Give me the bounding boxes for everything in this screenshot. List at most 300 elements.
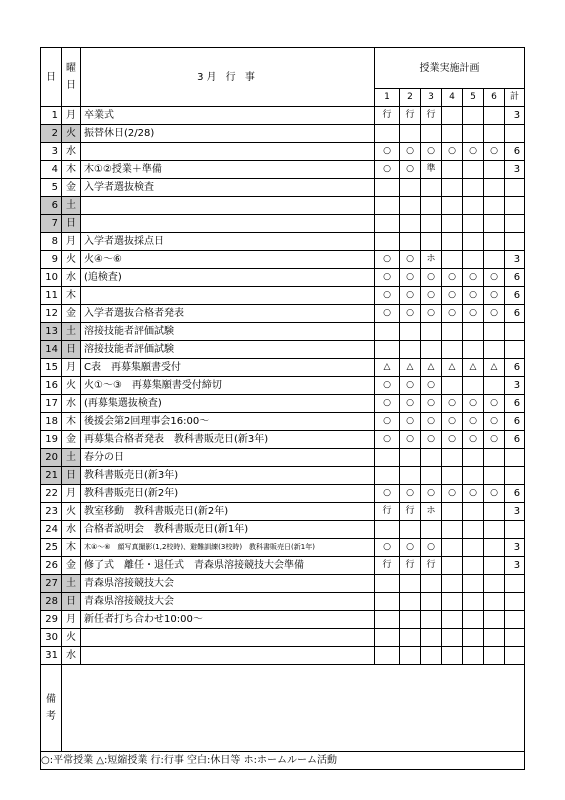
- table-row: [41, 539, 525, 557]
- plan-cell: ○: [463, 431, 484, 449]
- plan-cell: ○: [375, 413, 400, 431]
- plan-cell: ○: [375, 287, 400, 305]
- weekday: 木: [62, 413, 81, 431]
- plan-cell: ○: [375, 485, 400, 503]
- weekday: 金: [62, 179, 81, 197]
- plan-cell: [442, 539, 463, 557]
- event-text: [81, 197, 375, 215]
- plan-cell: [463, 233, 484, 251]
- table-row: [41, 629, 525, 647]
- total-cell: 6: [505, 143, 525, 161]
- plan-cell: [442, 323, 463, 341]
- plan-cell: [442, 161, 463, 179]
- plan-cell: [421, 647, 442, 665]
- plan-cell: [400, 593, 421, 611]
- plan-cell: ○: [442, 287, 463, 305]
- plan-cell: [484, 125, 505, 143]
- plan-cell: [463, 521, 484, 539]
- event-text: [81, 647, 375, 665]
- plan-cell: ○: [400, 251, 421, 269]
- day-number: 20: [41, 449, 62, 467]
- day-number: 25: [41, 539, 62, 557]
- weekday: 水: [62, 395, 81, 413]
- plan-cell: ○: [375, 251, 400, 269]
- event-text: 青森県溶接競技大会: [81, 593, 375, 611]
- plan-cell: [463, 629, 484, 647]
- table-row: [41, 521, 525, 539]
- plan-cell: [463, 467, 484, 485]
- plan-cell: [421, 449, 442, 467]
- plan-cell: ○: [421, 377, 442, 395]
- plan-cell: [484, 503, 505, 521]
- plan-cell: ○: [375, 305, 400, 323]
- period-header: 1: [375, 89, 400, 107]
- remarks-area: [62, 665, 525, 752]
- plan-cell: ホ: [421, 251, 442, 269]
- plan-cell: △: [375, 359, 400, 377]
- table-row: [41, 485, 525, 503]
- plan-cell: ○: [484, 287, 505, 305]
- day-number: 31: [41, 647, 62, 665]
- event-text: 合格者説明会 教科書販売日(新1年): [81, 521, 375, 539]
- plan-cell: ○: [375, 161, 400, 179]
- day-number: 27: [41, 575, 62, 593]
- event-text: C表 再募集願書受付: [81, 359, 375, 377]
- plan-cell: [421, 611, 442, 629]
- plan-cell: [442, 125, 463, 143]
- plan-cell: ○: [400, 305, 421, 323]
- table-row: [41, 359, 525, 377]
- plan-cell: [442, 107, 463, 125]
- day-number: 8: [41, 233, 62, 251]
- event-text: 入学者選抜採点日: [81, 233, 375, 251]
- plan-cell: [375, 233, 400, 251]
- total-cell: [505, 449, 525, 467]
- event-text: 振替休日(2/28): [81, 125, 375, 143]
- weekday: 土: [62, 575, 81, 593]
- plan-cell: ○: [375, 377, 400, 395]
- page-title: 3月 行 事: [81, 48, 375, 107]
- plan-cell: [421, 521, 442, 539]
- plan-cell: 行: [400, 557, 421, 575]
- plan-cell: [484, 251, 505, 269]
- table-row: [41, 287, 525, 305]
- legend: ○:平常授業 △:短縮授業 行:行事 空白:休日等 ホ:ホームルーム活動: [41, 752, 525, 770]
- plan-cell: [400, 629, 421, 647]
- plan-cell: [400, 647, 421, 665]
- event-text: 火④～⑥: [81, 251, 375, 269]
- plan-cell: [463, 449, 484, 467]
- plan-cell: ○: [400, 413, 421, 431]
- day-number: 13: [41, 323, 62, 341]
- plan-cell: [375, 323, 400, 341]
- plan-cell: [484, 539, 505, 557]
- plan-cell: [484, 107, 505, 125]
- header-weekday-line1: 曜: [66, 63, 76, 74]
- weekday: 月: [62, 359, 81, 377]
- day-number: 18: [41, 413, 62, 431]
- table-row: [41, 449, 525, 467]
- weekday: 金: [62, 431, 81, 449]
- weekday: 日: [62, 215, 81, 233]
- plan-cell: [421, 125, 442, 143]
- total-cell: 3: [505, 539, 525, 557]
- day-number: 24: [41, 521, 62, 539]
- plan-cell: ○: [400, 287, 421, 305]
- remarks-label-line1: 備: [46, 694, 56, 705]
- weekday: 水: [62, 647, 81, 665]
- day-number: 1: [41, 107, 62, 125]
- plan-cell: 行: [375, 503, 400, 521]
- total-cell: 6: [505, 395, 525, 413]
- plan-cell: ○: [463, 269, 484, 287]
- plan-cell: [463, 593, 484, 611]
- plan-cell: [375, 647, 400, 665]
- plan-cell: [484, 341, 505, 359]
- day-number: 5: [41, 179, 62, 197]
- plan-cell: ○: [484, 485, 505, 503]
- plan-cell: ○: [421, 539, 442, 557]
- weekday: 日: [62, 593, 81, 611]
- total-cell: [505, 593, 525, 611]
- remarks-label: [41, 665, 62, 752]
- plan-cell: [442, 611, 463, 629]
- event-text: 木④～⑥ 顔写真撮影(1,2校時)、避難訓練(3校時) 教科書販売日(新1年): [81, 539, 375, 557]
- plan-cell: ○: [400, 269, 421, 287]
- plan-cell: △: [484, 359, 505, 377]
- plan-cell: [442, 629, 463, 647]
- table-row: [41, 467, 525, 485]
- event-text: [81, 287, 375, 305]
- plan-cell: ○: [463, 287, 484, 305]
- plan-cell: ○: [421, 431, 442, 449]
- plan-cell: [463, 539, 484, 557]
- period-header: 6: [484, 89, 505, 107]
- plan-cell: [400, 215, 421, 233]
- plan-cell: [400, 179, 421, 197]
- plan-cell: ○: [484, 143, 505, 161]
- weekday: 水: [62, 269, 81, 287]
- plan-cell: ○: [442, 143, 463, 161]
- weekday: 日: [62, 341, 81, 359]
- day-number: 10: [41, 269, 62, 287]
- event-text: 青森県溶接競技大会: [81, 575, 375, 593]
- plan-cell: [400, 449, 421, 467]
- plan-cell: ○: [421, 305, 442, 323]
- plan-cell: △: [442, 359, 463, 377]
- weekday: 水: [62, 521, 81, 539]
- event-text: (追検査): [81, 269, 375, 287]
- event-text: 木①②授業＋準備: [81, 161, 375, 179]
- plan-cell: ○: [375, 395, 400, 413]
- plan-cell: ○: [375, 539, 400, 557]
- plan-cell: [463, 215, 484, 233]
- weekday: 月: [62, 233, 81, 251]
- calendar-sheet: [40, 47, 524, 770]
- weekday: 火: [62, 503, 81, 521]
- plan-cell: [484, 467, 505, 485]
- weekday: 火: [62, 629, 81, 647]
- event-text: 修了式 離任・退任式 青森県溶接競技大会準備: [81, 557, 375, 575]
- plan-cell: ○: [421, 485, 442, 503]
- plan-cell: [442, 503, 463, 521]
- plan-cell: ○: [400, 539, 421, 557]
- event-text: 後援会第2回理事会16:00～: [81, 413, 375, 431]
- day-number: 3: [41, 143, 62, 161]
- period-header: 2: [400, 89, 421, 107]
- plan-cell: △: [421, 359, 442, 377]
- plan-cell: [484, 215, 505, 233]
- plan-cell: [442, 197, 463, 215]
- total-cell: 3: [505, 251, 525, 269]
- plan-cell: [421, 467, 442, 485]
- day-number: 9: [41, 251, 62, 269]
- plan-cell: [484, 161, 505, 179]
- day-number: 16: [41, 377, 62, 395]
- day-number: 14: [41, 341, 62, 359]
- plan-cell: ○: [421, 143, 442, 161]
- event-text: 教室移動 教科書販売日(新2年): [81, 503, 375, 521]
- plan-cell: [484, 575, 505, 593]
- total-cell: [505, 629, 525, 647]
- total-cell: 3: [505, 161, 525, 179]
- plan-cell: ○: [484, 305, 505, 323]
- day-number: 30: [41, 629, 62, 647]
- day-number: 6: [41, 197, 62, 215]
- plan-cell: [484, 629, 505, 647]
- total-cell: 3: [505, 503, 525, 521]
- table-row: [41, 575, 525, 593]
- day-number: 17: [41, 395, 62, 413]
- table-row: [41, 395, 525, 413]
- plan-cell: [400, 197, 421, 215]
- event-text: 教科書販売日(新2年): [81, 485, 375, 503]
- plan-cell: ○: [400, 377, 421, 395]
- weekday: 月: [62, 107, 81, 125]
- plan-cell: [484, 647, 505, 665]
- weekday: 金: [62, 557, 81, 575]
- event-text: 教科書販売日(新3年): [81, 467, 375, 485]
- plan-cell: [421, 233, 442, 251]
- plan-cell: [463, 503, 484, 521]
- plan-cell: [375, 467, 400, 485]
- plan-cell: [484, 521, 505, 539]
- event-text: [81, 143, 375, 161]
- remarks-table: [40, 664, 525, 770]
- plan-cell: [484, 449, 505, 467]
- plan-cell: [442, 233, 463, 251]
- header-weekday: [62, 48, 81, 107]
- plan-cell: [442, 593, 463, 611]
- table-row: [41, 251, 525, 269]
- table-row: [41, 413, 525, 431]
- total-cell: 3: [505, 377, 525, 395]
- plan-cell: ○: [484, 431, 505, 449]
- plan-cell: [375, 179, 400, 197]
- period-header: 4: [442, 89, 463, 107]
- plan-cell: [375, 521, 400, 539]
- total-header: 計: [505, 89, 525, 107]
- plan-cell: [442, 179, 463, 197]
- plan-cell: ○: [442, 431, 463, 449]
- weekday: 木: [62, 161, 81, 179]
- plan-cell: ○: [421, 287, 442, 305]
- day-number: 15: [41, 359, 62, 377]
- event-text: 入学者選抜検査: [81, 179, 375, 197]
- event-text: (再募集選抜検査): [81, 395, 375, 413]
- event-text: 火①～③ 再募集願書受付締切: [81, 377, 375, 395]
- plan-cell: [375, 575, 400, 593]
- plan-cell: [442, 251, 463, 269]
- plan-cell: [442, 467, 463, 485]
- table-row: [41, 503, 525, 521]
- plan-cell: [421, 593, 442, 611]
- plan-cell: ○: [375, 269, 400, 287]
- plan-cell: ○: [421, 395, 442, 413]
- table-row: [41, 305, 525, 323]
- plan-cell: ○: [442, 305, 463, 323]
- plan-cell: [421, 575, 442, 593]
- plan-cell: ○: [484, 395, 505, 413]
- plan-cell: [421, 341, 442, 359]
- plan-cell: ○: [484, 269, 505, 287]
- day-number: 2: [41, 125, 62, 143]
- plan-cell: ○: [484, 413, 505, 431]
- plan-cell: ○: [375, 143, 400, 161]
- period-header: 5: [463, 89, 484, 107]
- total-cell: [505, 611, 525, 629]
- plan-cell: [484, 557, 505, 575]
- table-row: [41, 269, 525, 287]
- plan-cell: [400, 575, 421, 593]
- total-cell: [505, 341, 525, 359]
- day-number: 7: [41, 215, 62, 233]
- plan-cell: [400, 341, 421, 359]
- total-cell: [505, 575, 525, 593]
- plan-cell: [484, 323, 505, 341]
- plan-cell: ○: [463, 485, 484, 503]
- plan-cell: [375, 611, 400, 629]
- table-row: [41, 107, 525, 125]
- table-row: [41, 611, 525, 629]
- day-number: 22: [41, 485, 62, 503]
- plan-cell: [463, 647, 484, 665]
- plan-cell: [375, 341, 400, 359]
- remarks-label-line2: 考: [46, 711, 56, 722]
- plan-cell: [421, 179, 442, 197]
- plan-cell: [400, 323, 421, 341]
- plan-cell: [375, 125, 400, 143]
- table-row: [41, 647, 525, 665]
- plan-cell: 行: [375, 107, 400, 125]
- total-cell: 3: [505, 557, 525, 575]
- total-cell: [505, 179, 525, 197]
- plan-cell: ○: [463, 305, 484, 323]
- plan-cell: ホ: [421, 503, 442, 521]
- plan-cell: [400, 611, 421, 629]
- plan-cell: [442, 647, 463, 665]
- total-cell: [505, 197, 525, 215]
- plan-cell: [484, 593, 505, 611]
- plan-cell: ○: [442, 269, 463, 287]
- plan-cell: △: [463, 359, 484, 377]
- plan-cell: [463, 107, 484, 125]
- event-text: 卒業式: [81, 107, 375, 125]
- plan-cell: [484, 377, 505, 395]
- plan-cell: [463, 125, 484, 143]
- plan-cell: ○: [400, 395, 421, 413]
- plan-cell: [463, 611, 484, 629]
- table-row: [41, 233, 525, 251]
- weekday: 月: [62, 485, 81, 503]
- event-text: 入学者選抜合格者発表: [81, 305, 375, 323]
- table-row: [41, 377, 525, 395]
- total-cell: 6: [505, 413, 525, 431]
- weekday: 土: [62, 449, 81, 467]
- table-row: [41, 215, 525, 233]
- plan-cell: ○: [463, 395, 484, 413]
- plan-cell: [442, 557, 463, 575]
- plan-cell: [463, 377, 484, 395]
- plan-cell: [463, 179, 484, 197]
- plan-cell: ○: [421, 269, 442, 287]
- plan-cell: [463, 197, 484, 215]
- table-row: [41, 197, 525, 215]
- day-number: 12: [41, 305, 62, 323]
- plan-cell: [375, 593, 400, 611]
- header-day: 日: [41, 48, 62, 107]
- plan-cell: [442, 377, 463, 395]
- event-text: 溶接技能者評価試験: [81, 341, 375, 359]
- total-cell: [505, 233, 525, 251]
- day-number: 28: [41, 593, 62, 611]
- day-number: 19: [41, 431, 62, 449]
- weekday: 火: [62, 251, 81, 269]
- plan-cell: [484, 233, 505, 251]
- table-row: [41, 557, 525, 575]
- event-text: 春分の日: [81, 449, 375, 467]
- plan-cell: ○: [400, 161, 421, 179]
- plan-cell: ○: [421, 413, 442, 431]
- plan-cell: [484, 611, 505, 629]
- day-number: 21: [41, 467, 62, 485]
- plan-cell: [375, 215, 400, 233]
- day-number: 29: [41, 611, 62, 629]
- plan-cell: [442, 575, 463, 593]
- total-cell: 3: [505, 107, 525, 125]
- day-number: 23: [41, 503, 62, 521]
- plan-cell: ○: [463, 143, 484, 161]
- plan-cell: ○: [400, 485, 421, 503]
- weekday: 月: [62, 611, 81, 629]
- total-cell: [505, 323, 525, 341]
- plan-cell: [442, 521, 463, 539]
- plan-cell: ○: [442, 395, 463, 413]
- weekday: 日: [62, 467, 81, 485]
- plan-cell: [442, 215, 463, 233]
- total-cell: [505, 521, 525, 539]
- plan-cell: 行: [400, 503, 421, 521]
- table-row: [41, 323, 525, 341]
- plan-cell: [400, 521, 421, 539]
- weekday: 土: [62, 197, 81, 215]
- plan-cell: [421, 629, 442, 647]
- plan-cell: [484, 197, 505, 215]
- plan-cell: [463, 341, 484, 359]
- total-cell: [505, 215, 525, 233]
- plan-cell: [442, 341, 463, 359]
- plan-cell: ○: [400, 431, 421, 449]
